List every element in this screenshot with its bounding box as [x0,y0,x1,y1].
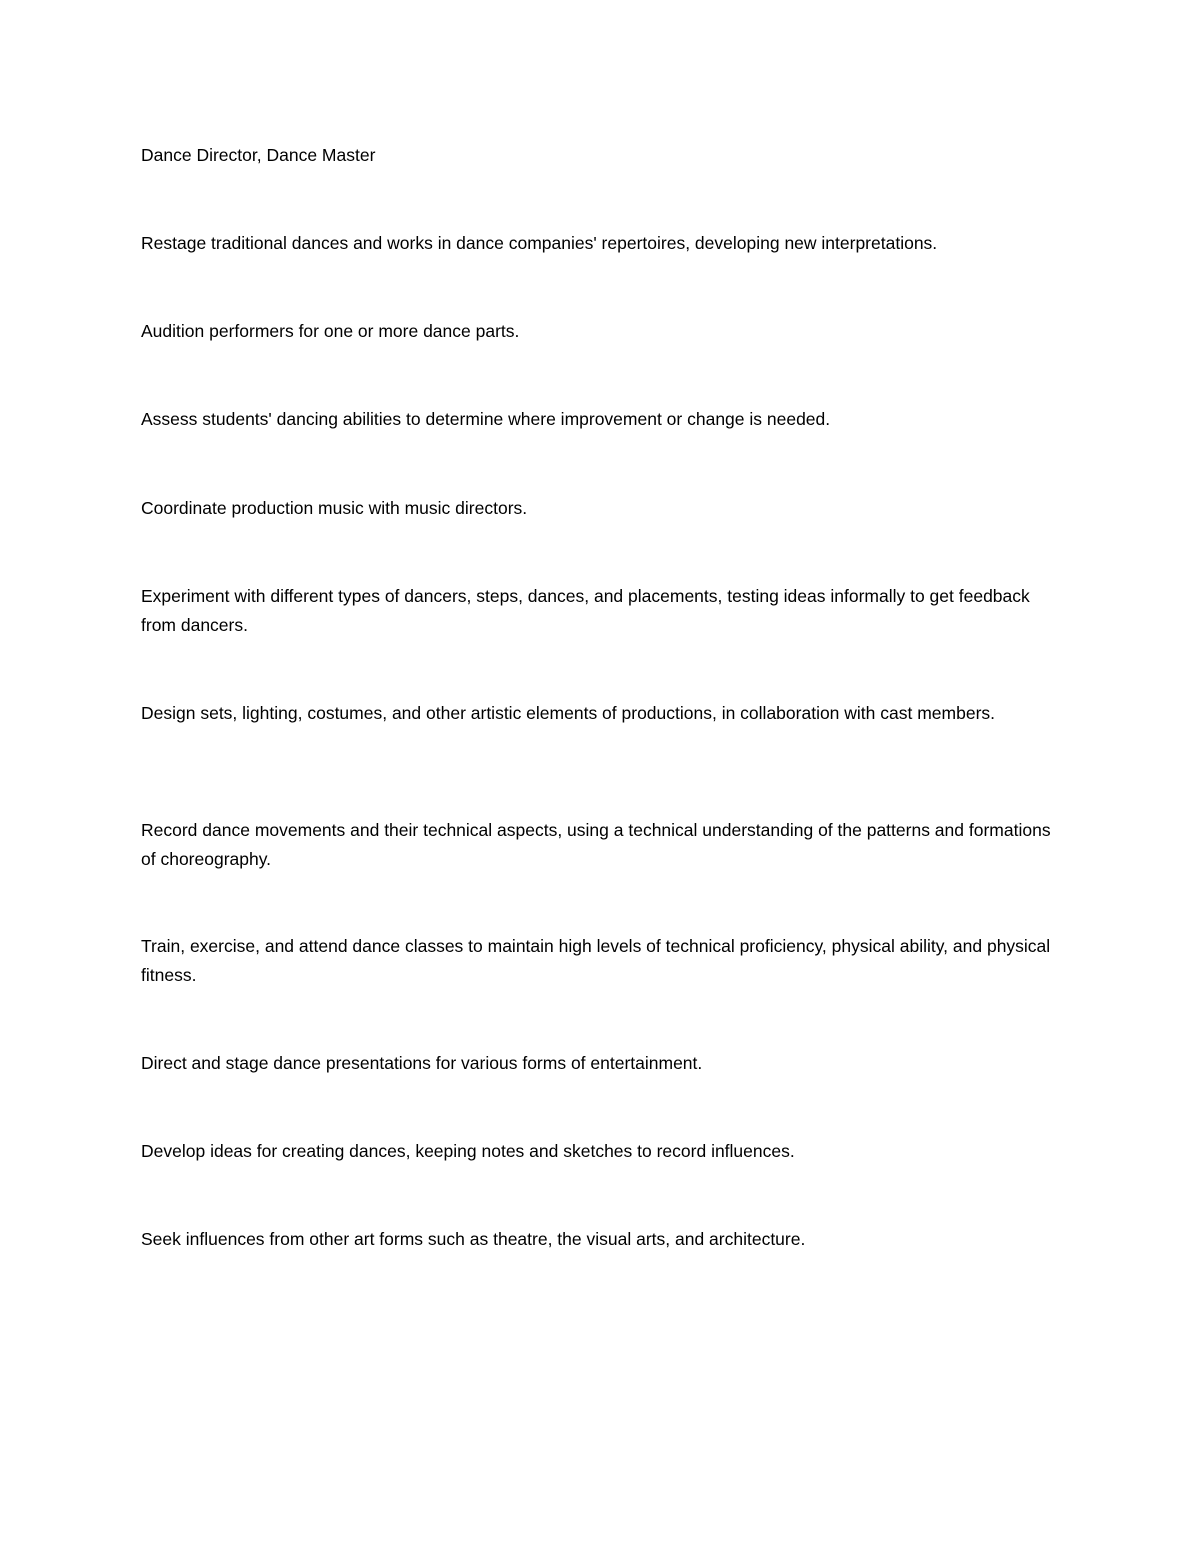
task-paragraph: Assess students' dancing abilities to determine where improvement or change is needed. [141,409,831,429]
document-title: Dance Director, Dance Master [141,145,376,165]
task-paragraph: Direct and stage dance presentations for various forms of entertainment. [141,1053,703,1073]
task-paragraph: Record dance movements and their technical aspects, using a technical understanding of the patterns and formations of choreography. [141,820,1051,869]
task-paragraph: Experiment with different types of dancers, steps, dances, and placements, testing ideas informally to get feedback from dancers. [141,586,1030,635]
task-paragraph: Seek influences from other art forms such as theatre, the visual arts, and architecture. [141,1229,806,1249]
task-paragraph: Train, exercise, and attend dance classes to maintain high levels of technical proficiency, physical ability, and physical fitness. [141,936,1051,985]
task-paragraph: Develop ideas for creating dances, keeping notes and sketches to record influences. [141,1141,795,1161]
task-paragraph: Restage traditional dances and works in dance companies' repertoires, developing new interpretations. [141,233,938,253]
task-paragraph: Audition performers for one or more dance parts. [141,321,520,341]
task-paragraph: Design sets, lighting, costumes, and other artistic elements of productions, in collaboration with cast members. [141,703,996,723]
task-paragraph: Coordinate production music with music directors. [141,498,528,518]
